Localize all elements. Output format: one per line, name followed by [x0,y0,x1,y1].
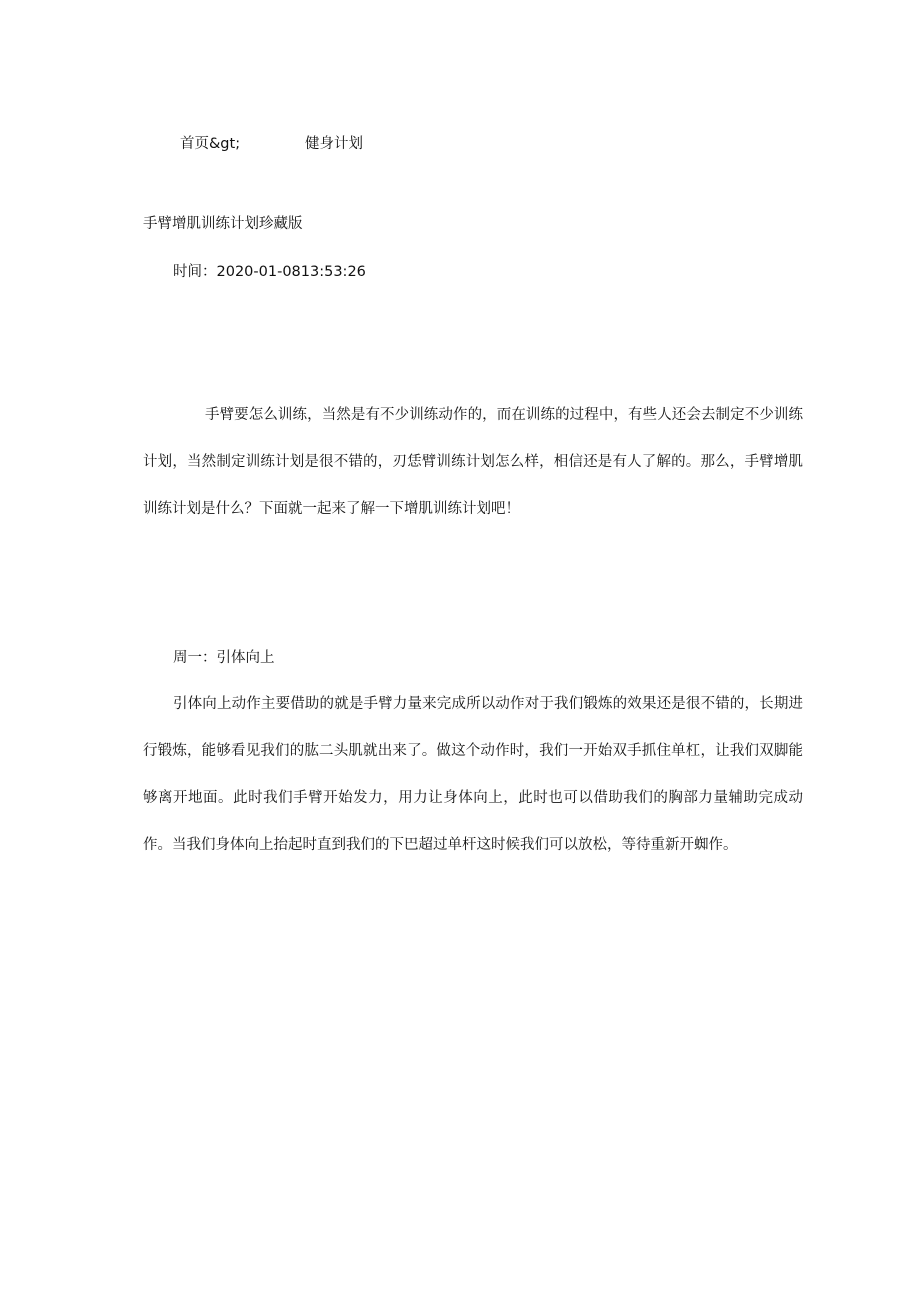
section-heading-monday: 周一：引体向上 [173,650,275,666]
time-label: 时间： [173,264,217,280]
breadcrumb-category-link[interactable]: 健身计划 [305,136,363,152]
breadcrumb-home-link[interactable]: 首页&gt; [180,136,241,152]
article-title: 手臂增肌训练计划珍藏版 [143,216,303,232]
time-value: 2020-01-0813:53:26 [216,264,366,280]
intro-paragraph: 手臂要怎么训练，当然是有不少训练动作的，而在训练的过程中，有些人还会去制定不少训练计划，当然制定训练计划是很不错的，刃恁臂训练计划怎么样，相信还是有人了解的。那么，手臂增肌训练计划是什么？下面就一起来了解一下增肌训练计划吧！ [143,407,803,517]
article-timestamp [173,262,366,282]
section-body-monday: 引体向上动作主要借助的就是手臂力量来完成所以动作对于我们锻炼的效果还是很不错的，长期进行锻炼，能够看见我们的肱二头肌就出来了。做这个动作时，我们一开始双手抓住单杠，让我们双脚能够离开地面。此时我们手臂开始发力，用力让身体向上，此时也可以借助我们的胸部力量辅助完成动作。当我们身体向上抬起时直到我们的下巴超过单杆这时候我们可以放松，等待重新开蜘作。 [143,696,803,853]
